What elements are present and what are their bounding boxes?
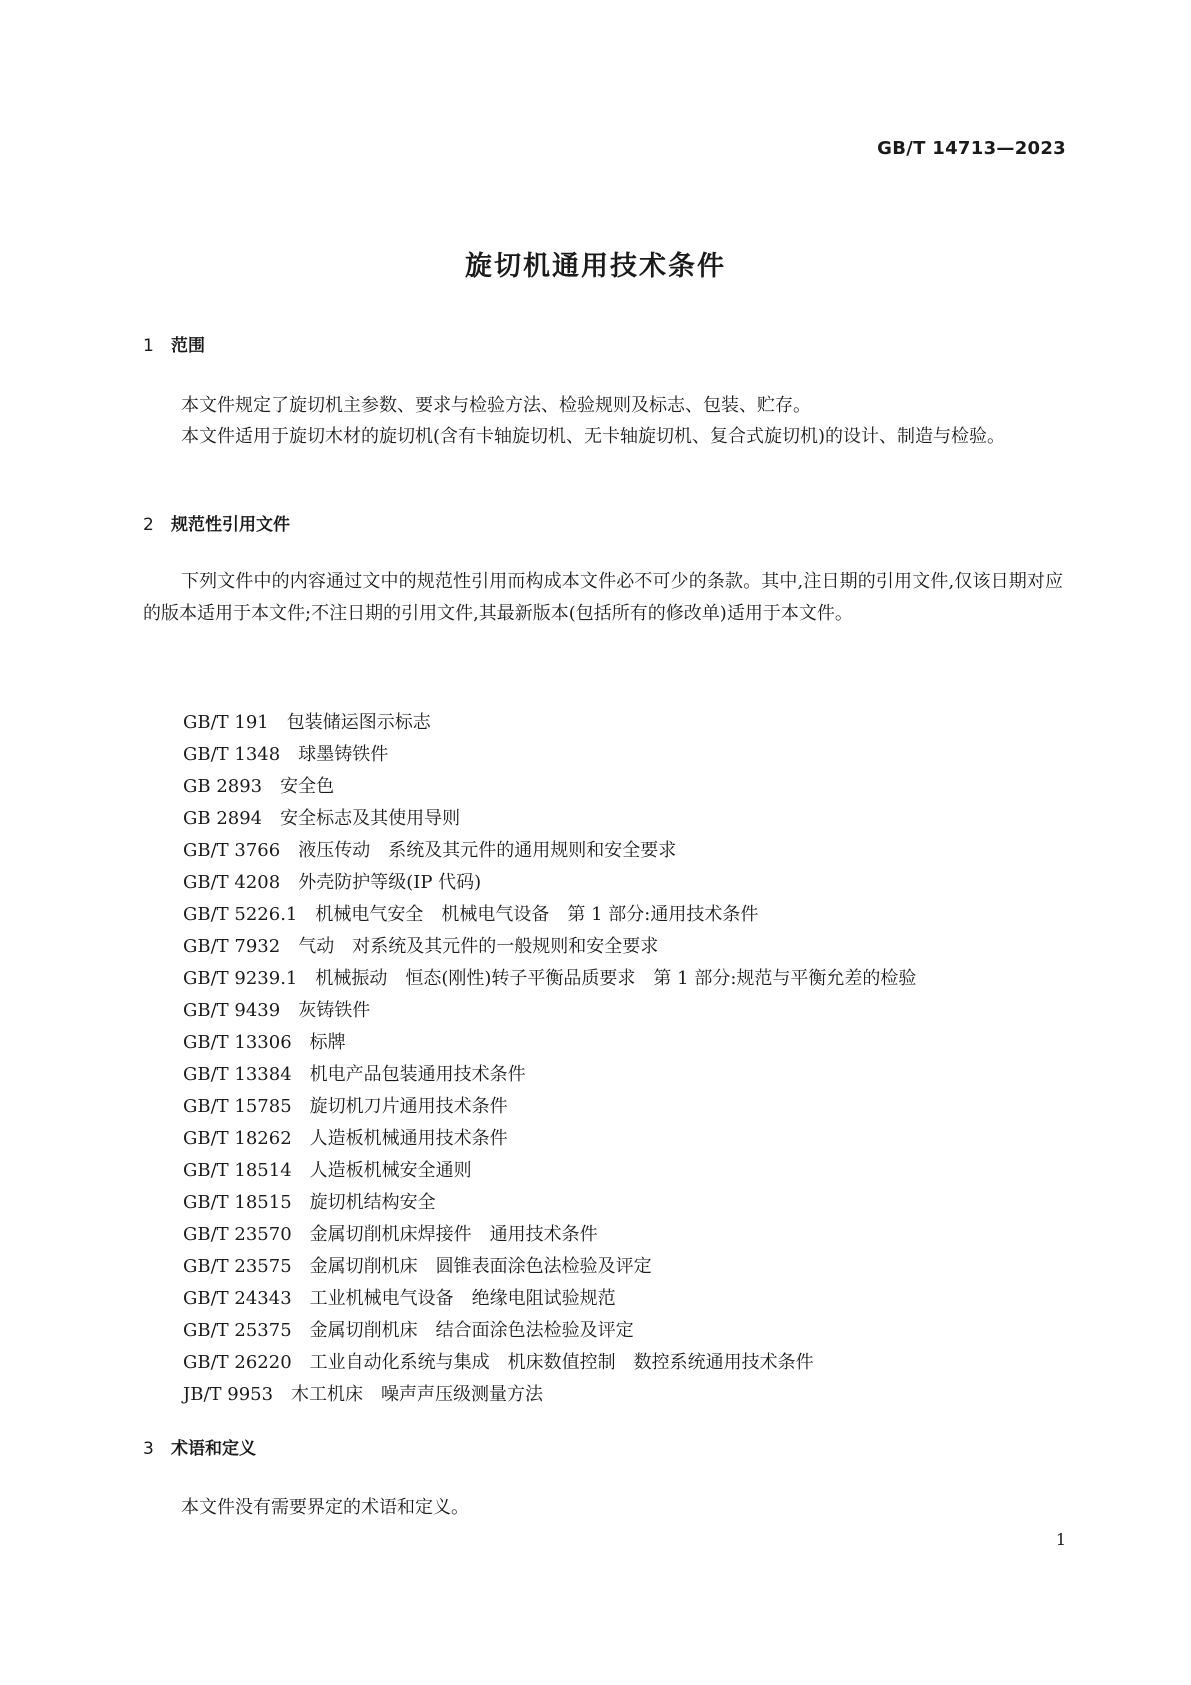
reference-title: 木工机床 噪声声压级测量方法	[291, 1384, 544, 1405]
reference-item	[183, 1123, 916, 1155]
reference-item	[183, 963, 916, 995]
scope-paragraph-1: 本文件规定了旋切机主参数、要求与检验方法、检验规则及标志、包装、贮存。	[181, 395, 811, 416]
reference-code: GB/T 9439	[183, 1000, 281, 1021]
reference-code: JB/T 9953	[183, 1384, 274, 1405]
reference-list	[183, 707, 916, 1411]
reference-item	[183, 1059, 916, 1091]
reference-item	[183, 1219, 916, 1251]
reference-code: GB/T 23570	[183, 1224, 292, 1245]
section-number: 3	[143, 1439, 154, 1459]
reference-title: 人造板机械通用技术条件	[309, 1128, 508, 1149]
reference-item	[183, 803, 916, 835]
reference-item	[183, 1379, 916, 1411]
reference-code: GB/T 13384	[183, 1064, 292, 1085]
reference-title: 机电产品包装通用技术条件	[309, 1064, 526, 1085]
reference-code: GB/T 13306	[183, 1032, 292, 1053]
document-title: 旋切机通用技术条件	[465, 251, 726, 282]
section-number: 1	[143, 336, 154, 356]
reference-title: 工业机械电气设备 绝缘电阻试验规范	[309, 1288, 616, 1309]
reference-code: GB/T 18514	[183, 1160, 292, 1181]
reference-title: 灰铸铁件	[298, 1000, 371, 1021]
reference-code: GB/T 1348	[183, 744, 281, 765]
reference-title: 标牌	[309, 1032, 346, 1053]
reference-item	[183, 1283, 916, 1315]
reference-item	[183, 707, 916, 739]
reference-item	[183, 867, 916, 899]
reference-code: GB/T 191	[183, 712, 269, 733]
reference-code: GB/T 3766	[183, 840, 281, 861]
reference-title: 机械振动 恒态(刚性)转子平衡品质要求 第 1 部分:规范与平衡允差的检验	[315, 968, 917, 989]
reference-item	[183, 899, 916, 931]
reference-title: 工业自动化系统与集成 机床数值控制 数控系统通用技术条件	[309, 1352, 814, 1373]
reference-code: GB/T 5226.1	[183, 904, 298, 925]
reference-title: 液压传动 系统及其元件的通用规则和安全要求	[298, 840, 677, 861]
section-heading-scope	[143, 338, 205, 355]
reference-title: 气动 对系统及其元件的一般规则和安全要求	[298, 936, 659, 957]
reference-title: 金属切削机床 圆锥表面涂色法检验及评定	[309, 1256, 652, 1277]
scope-paragraph-2: 本文件适用于旋切木材的旋切机(含有卡轴旋切机、无卡轴旋切机、复合式旋切机)的设计、制造与检验。	[181, 426, 1006, 447]
reference-code: GB 2893	[183, 776, 263, 797]
section-number: 2	[143, 515, 154, 535]
reference-title: 人造板机械安全通则	[309, 1160, 472, 1181]
reference-item	[183, 771, 916, 803]
reference-code: GB/T 18515	[183, 1192, 292, 1213]
reference-item	[183, 835, 916, 867]
reference-code: GB/T 15785	[183, 1096, 292, 1117]
section-heading-normative-references	[143, 517, 290, 534]
reference-item	[183, 1091, 916, 1123]
reference-item	[183, 1251, 916, 1283]
terms-paragraph: 本文件没有需要界定的术语和定义。	[181, 1497, 469, 1518]
reference-code: GB/T 7932	[183, 936, 281, 957]
reference-code: GB/T 4208	[183, 872, 281, 893]
reference-title: 旋切机刀片通用技术条件	[309, 1096, 508, 1117]
reference-title: 外壳防护等级(IP 代码)	[298, 872, 482, 893]
reference-code: GB 2894	[183, 808, 263, 829]
reference-code: GB/T 24343	[183, 1288, 292, 1309]
section-heading-terms-definitions	[143, 1441, 256, 1458]
reference-item	[183, 1155, 916, 1187]
reference-title: 金属切削机床 结合面涂色法检验及评定	[309, 1320, 634, 1341]
reference-item	[183, 1315, 916, 1347]
reference-code: GB/T 9239.1	[183, 968, 298, 989]
reference-code: GB/T 18262	[183, 1128, 292, 1149]
section-title: 范围	[171, 336, 205, 356]
reference-item	[183, 995, 916, 1027]
reference-item	[183, 931, 916, 963]
reference-item	[183, 739, 916, 771]
page-number: 1	[1055, 1530, 1066, 1549]
reference-code: GB/T 26220	[183, 1352, 292, 1373]
reference-item	[183, 1347, 916, 1379]
reference-title: 安全标志及其使用导则	[280, 808, 461, 829]
reference-title: 旋切机结构安全	[309, 1192, 436, 1213]
document-code: GB/T 14713—2023	[877, 138, 1066, 159]
reference-item	[183, 1027, 916, 1059]
section-title: 术语和定义	[171, 1439, 256, 1459]
section-title: 规范性引用文件	[171, 515, 290, 535]
reference-title: 机械电气安全 机械电气设备 第 1 部分:通用技术条件	[315, 904, 759, 925]
references-intro-paragraph: 下列文件中的内容通过文中的规范性引用而构成本文件必不可少的条款。其中,注日期的引用文件,仅该日期对应的版本适用于本文件;不注日期的引用文件,其最新版本(包括所有的修改单)适用于本文件。	[143, 571, 1063, 624]
reference-item	[183, 1187, 916, 1219]
reference-title: 包装储运图示标志	[286, 712, 431, 733]
reference-code: GB/T 23575	[183, 1256, 292, 1277]
reference-code: GB/T 25375	[183, 1320, 292, 1341]
reference-title: 金属切削机床焊接件 通用技术条件	[309, 1224, 598, 1245]
reference-title: 球墨铸铁件	[298, 744, 389, 765]
reference-title: 安全色	[280, 776, 335, 797]
